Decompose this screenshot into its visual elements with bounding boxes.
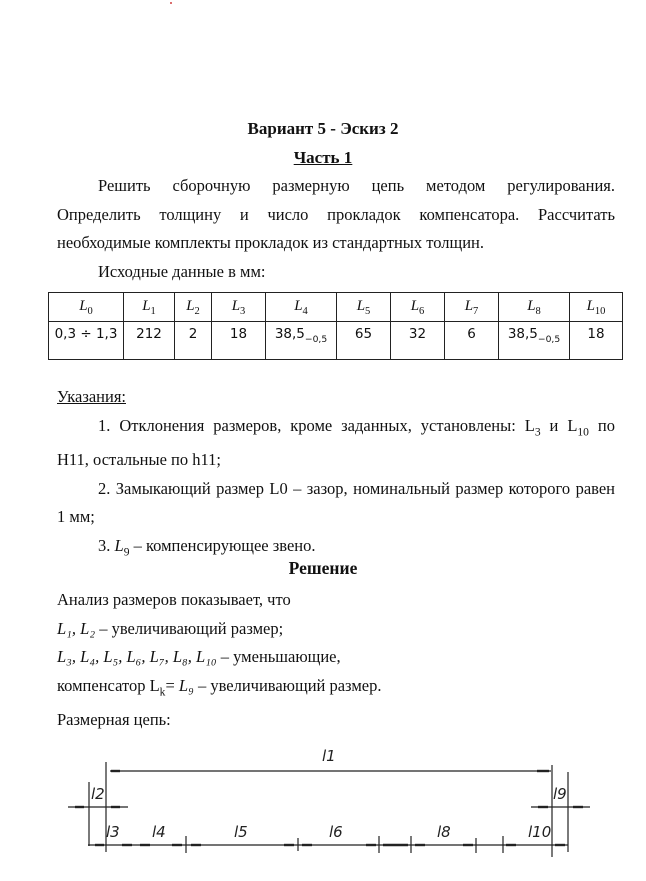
solution-heading: Решение xyxy=(288,558,358,578)
value-main: 18 xyxy=(587,326,605,342)
instruction-item-1-cont: H11, остальные по h11; xyxy=(57,450,221,470)
value-main: 0,3 ÷ 1,3 xyxy=(54,326,118,342)
solution-sub: k xyxy=(159,685,166,698)
header-sub: 4 xyxy=(302,305,308,317)
solution-line-3 xyxy=(57,643,615,672)
header-sub: 1 xyxy=(150,305,156,317)
table-value-cell xyxy=(175,322,212,360)
solution-text: – увеличивающий размер; xyxy=(95,618,284,638)
table-value-cell xyxy=(124,322,175,360)
solution-line-1: Анализ размеров показывает, что xyxy=(57,590,291,609)
table-value-cell xyxy=(337,322,391,360)
value-tolerance: −0,5 xyxy=(537,334,561,345)
value-tolerance: −0,5 xyxy=(304,334,328,345)
solution-line-2 xyxy=(57,615,615,644)
solution-vars: L₉ xyxy=(178,675,194,695)
table-header-cell xyxy=(499,293,570,322)
header-var: L xyxy=(79,297,88,314)
table-header-cell xyxy=(445,293,499,322)
solution-text: – уменьшающие, xyxy=(216,647,341,666)
table-value-row xyxy=(49,322,623,360)
instruction-text: – компенсирующее звено. xyxy=(129,535,316,555)
task-line-3: необходимые комплекты прокладок из стандартных толщин. xyxy=(57,233,484,252)
instruction-sub: 10 xyxy=(577,425,589,438)
header-var: L xyxy=(586,297,595,314)
value-main: 2 xyxy=(188,326,198,342)
solution-section xyxy=(57,586,615,735)
value-main: 38,5 xyxy=(274,326,305,342)
table-header-cell xyxy=(337,293,391,322)
table-header-row xyxy=(49,293,623,322)
header-sub: 3 xyxy=(240,305,246,317)
header-var: L xyxy=(527,297,536,314)
header-var: L xyxy=(142,297,151,314)
instruction-text: по xyxy=(588,415,615,435)
label-l10: l10 xyxy=(528,823,552,841)
input-data-table xyxy=(48,292,623,360)
stray-mark xyxy=(170,2,172,4)
header-var: L xyxy=(356,297,366,314)
label-l9: l9 xyxy=(553,785,567,803)
header-var: L xyxy=(464,297,474,314)
table-header-cell xyxy=(49,293,124,322)
header-sub: 6 xyxy=(419,305,425,317)
table-header-cell xyxy=(266,293,337,322)
instruction-text: и L xyxy=(540,415,578,435)
header-sub: 0 xyxy=(87,305,93,317)
solution-vars: L₁, L₂ xyxy=(57,618,96,638)
instruction-item-2: 2. Замыкающий размер L0 – зазор, номинальный размер которого равен xyxy=(98,478,615,498)
table-value-cell xyxy=(49,322,124,360)
instruction-item-1 xyxy=(57,412,615,447)
instruction-text: 3. xyxy=(98,535,115,555)
part-heading xyxy=(0,148,646,168)
label-l5: l5 xyxy=(234,823,248,841)
solution-text: – увеличивающий размер. xyxy=(193,675,382,695)
table-value-cell xyxy=(212,322,266,360)
label-l8: l8 xyxy=(437,823,451,841)
header-sub: 8 xyxy=(535,305,541,317)
instruction-sub: 3 xyxy=(534,425,541,438)
value-main: 212 xyxy=(136,326,162,342)
part-heading-text: Часть 1 xyxy=(293,148,353,167)
header-sub: 2 xyxy=(194,305,200,317)
instructions-heading xyxy=(57,383,615,412)
table-value-cell xyxy=(391,322,445,360)
task-paragraph xyxy=(57,172,615,286)
table-value-cell xyxy=(266,322,337,360)
header-var: L xyxy=(186,297,195,314)
table-value-cell xyxy=(445,322,499,360)
value-main: 18 xyxy=(229,326,248,342)
value-main: 38,5 xyxy=(507,326,538,342)
label-l4: l4 xyxy=(152,823,166,841)
label-l6: l6 xyxy=(329,823,343,841)
header-sub: 10 xyxy=(594,305,606,317)
header-var: L xyxy=(294,297,303,314)
table-header-cell xyxy=(391,293,445,322)
table-value-cell xyxy=(570,322,623,360)
header-sub: 5 xyxy=(365,305,371,317)
label-l2: l2 xyxy=(91,785,105,803)
table-header-cell xyxy=(570,293,623,322)
task-line-1: Решить сборочную размерную цепь методом регулирования. xyxy=(98,176,615,195)
task-line-2: Определить толщину и число прокладок компенсатора. Рассчитать xyxy=(57,204,615,224)
instructions-section xyxy=(57,383,615,567)
solution-text: компенсатор L xyxy=(57,675,160,695)
instruction-item-2-cont: 1 мм; xyxy=(57,507,95,527)
input-data-label: Исходные данные в мм: xyxy=(98,261,266,281)
header-var: L xyxy=(231,297,241,314)
value-main: 65 xyxy=(354,326,373,342)
instruction-var: L xyxy=(114,535,124,555)
instruction-text: 1. Отклонения размеров, кроме заданных, установлены: L xyxy=(98,415,535,435)
solution-text: = xyxy=(165,675,179,695)
document-title: Вариант 5 - Эскиз 2 xyxy=(247,119,399,138)
label-l1: l1 xyxy=(322,747,336,765)
value-main: 6 xyxy=(467,326,476,342)
table-header-cell xyxy=(124,293,175,322)
solution-vars: L₃, L₄, L₅, L₆, L₇, L₈, L₁₀ xyxy=(57,647,217,666)
table-header-cell xyxy=(175,293,212,322)
solution-line-5: Размерная цепь: xyxy=(57,710,171,730)
dimension-chain-diagram xyxy=(0,740,646,881)
header-var: L xyxy=(410,297,420,314)
header-sub: 7 xyxy=(473,305,479,317)
label-l3: l3 xyxy=(106,823,120,841)
instructions-heading-text: Указания: xyxy=(57,387,126,406)
table-header-cell xyxy=(212,293,266,322)
solution-line-4 xyxy=(57,672,615,707)
value-main: 32 xyxy=(408,326,427,342)
instruction-sub: 9 xyxy=(123,546,130,559)
table-value-cell xyxy=(499,322,570,360)
